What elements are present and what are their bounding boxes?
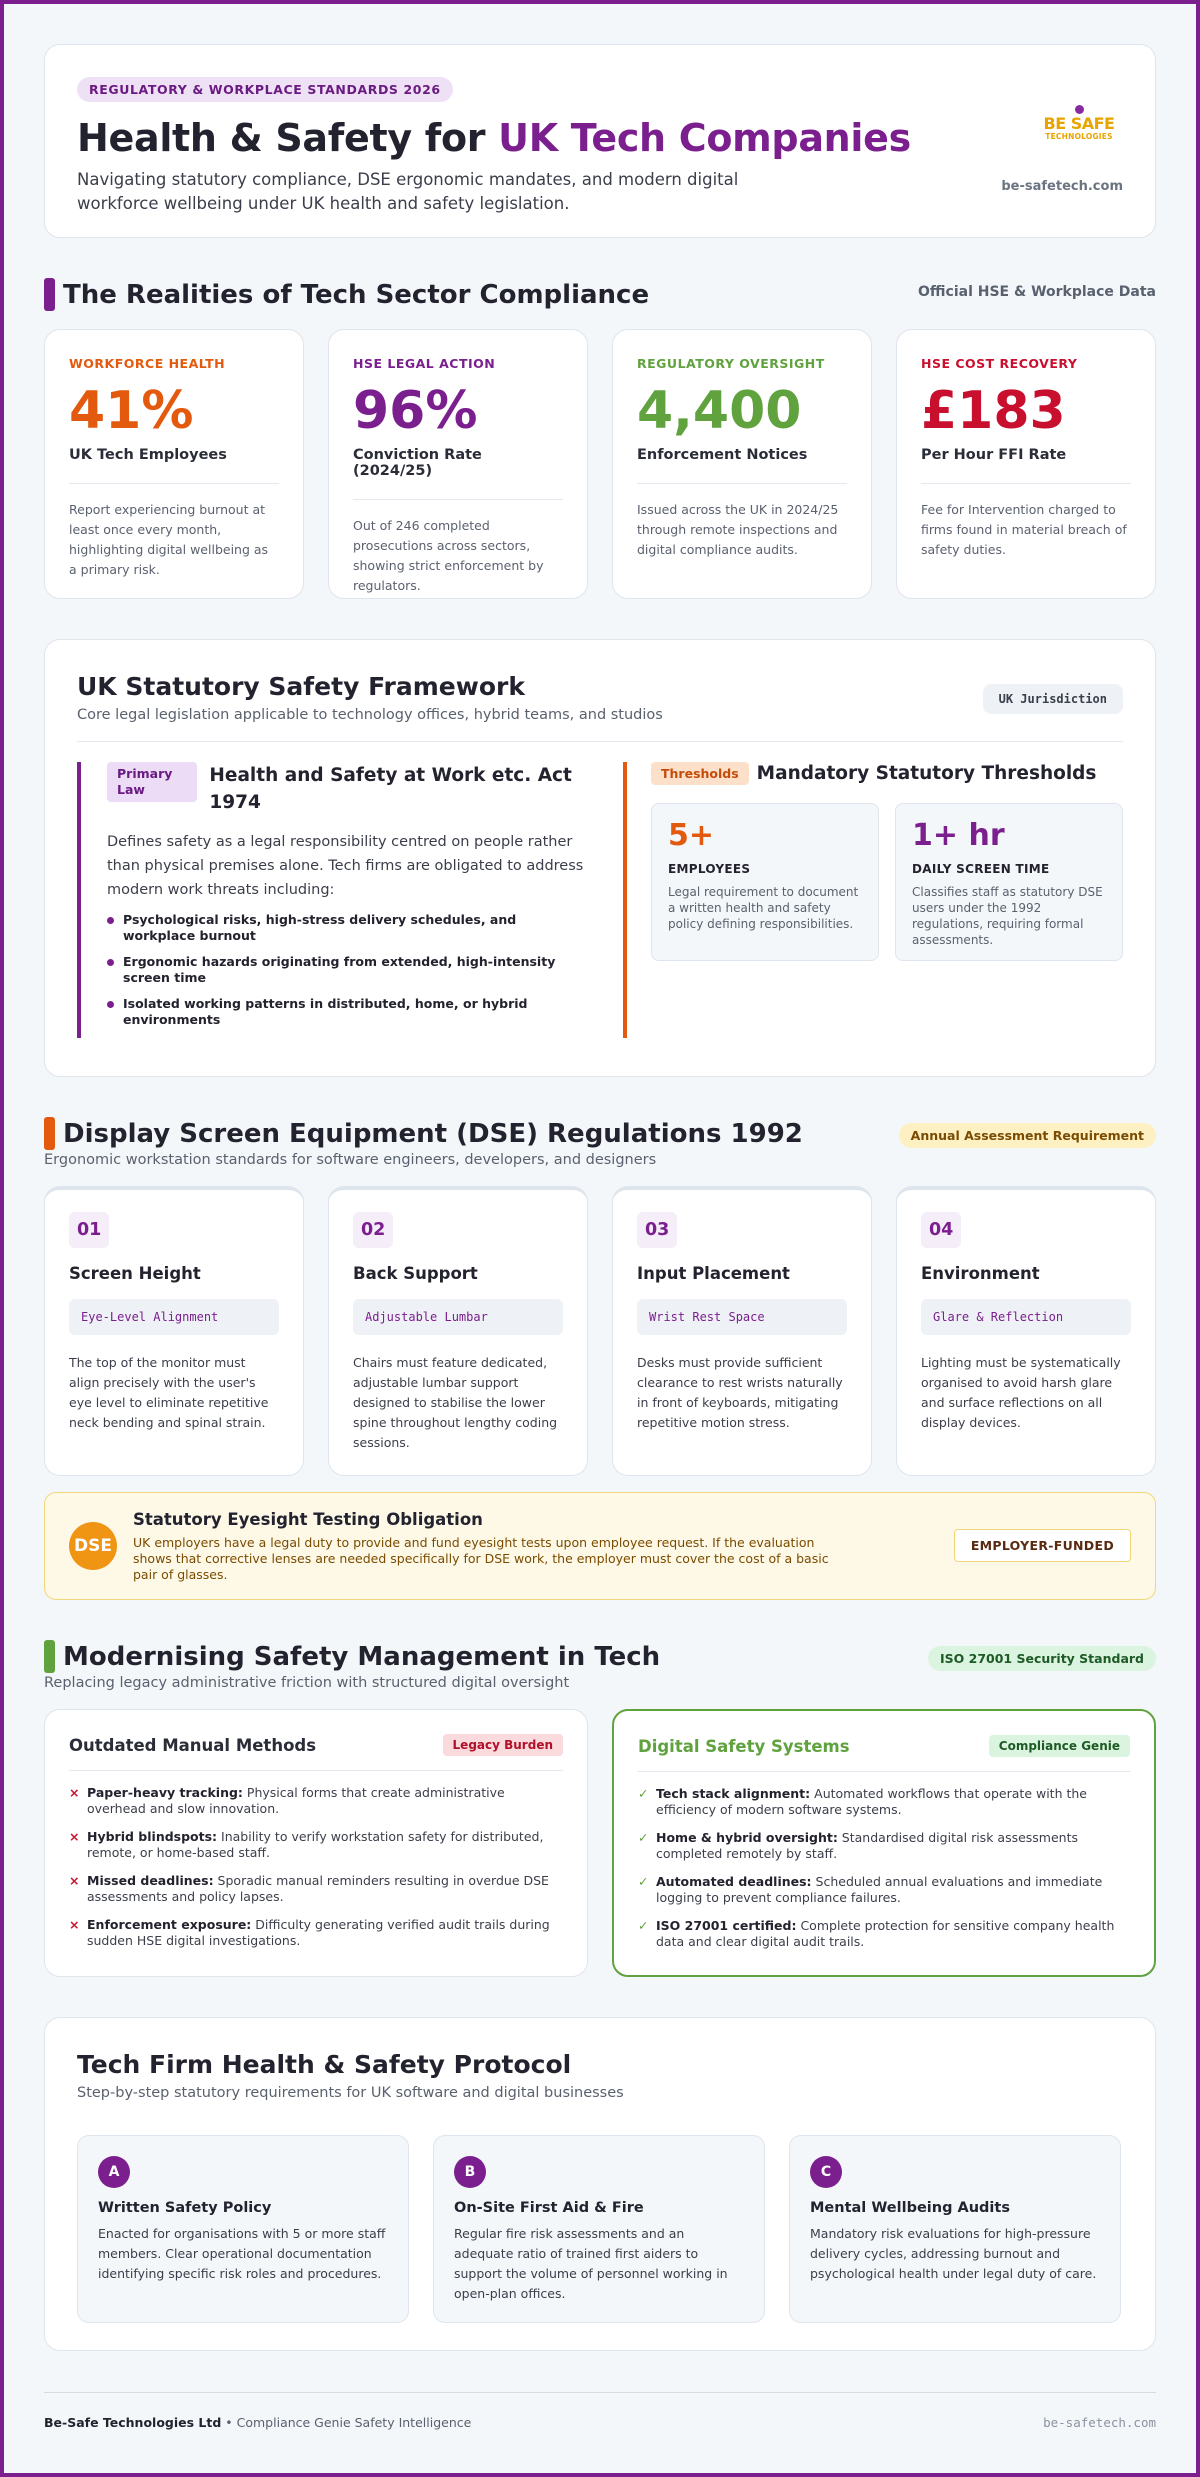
dse-card-title: Screen Height [69,1264,201,1283]
list-item-bold: Home & hybrid oversight: [656,1830,838,1845]
footer-tagline: • Compliance Genie Safety Intelligence [221,2415,472,2430]
logo-text: BE SAFE [1043,114,1115,133]
list-item-text: Difficulty generating verified audit trails during sudden HSE digital investigations. [87,1917,550,1948]
stat-label: Enforcement Notices [637,447,808,463]
dse-title: Display Screen Equipment (DSE) Regulations 1992 [63,1118,803,1149]
outdated-card-header [69,1734,563,1756]
annual-assessment-badge: Annual Assessment Requirement [899,1123,1156,1148]
dse-card-code: Wrist Rest Space [637,1299,847,1335]
dse-card-code: Eye-Level Alignment [69,1299,279,1335]
stat-description: Report experiencing burnout at least once every month, highlighting digital wellbeing as a primary risk. [69,502,269,577]
list-item-bold: ISO 27001 certified: [656,1918,797,1933]
list-item: Ergonomic hazards originating from extended, high-intensity screen time [107,954,589,986]
list-item-bold: Enforcement exposure: [87,1917,252,1932]
dse-header [44,1117,1156,1150]
list-item-bold: Tech stack alignment: [656,1786,811,1801]
protocol-card-title: Mental Wellbeing Audits [810,2200,1010,2216]
stat-label: Conviction Rate (2024/25) [353,447,482,479]
dse-card-number: 04 [921,1212,961,1248]
list-item [638,1874,1130,1906]
law-heading-row [107,762,589,816]
list-item [638,1830,1130,1862]
check-icon: ✓ [638,1830,649,1845]
dse-card-number: 01 [69,1212,109,1248]
stat-description: Out of 246 completed prosecutions across sectors, showing strict enforcement by regulators. [353,518,544,593]
dse-card-code: Adjustable Lumbar [353,1299,563,1335]
compliance-genie-tag: Compliance Genie [989,1735,1130,1757]
thresholds-title: Mandatory Statutory Thresholds [756,763,1097,784]
framework-section [44,639,1156,1077]
page-subtitle: Navigating statutory compliance, DSE ergonomic mandates, and modern digital workforce wellbeing under UK health and safety legislation. [77,170,739,213]
cross-icon: × [69,1917,80,1932]
comparison-columns [44,1709,1156,1977]
list-item-text: Sporadic manual reminders resulting in overdue DSE assessments and policy lapses. [87,1873,549,1904]
dse-section [44,1117,1156,1600]
stat-description: Issued across the UK in 2024/25 through remote inspections and digital compliance audits. [637,502,839,557]
dse-card-title: Environment [921,1264,1040,1283]
stat-category: HSE LEGAL ACTION [353,356,496,371]
divider [69,483,279,484]
threshold-cards [651,803,1123,961]
modernising-section [44,1640,1156,1977]
law-description: Defines safety as a legal responsibility centred on people rather than physical premises alone. Tech firms are obligated to address modern work threats including: [107,834,584,898]
stat-value: 4,400 [637,381,802,441]
list-item-bold: Paper-heavy tracking: [87,1785,243,1800]
protocol-cards [77,2135,1123,2323]
threshold-description: Classifies staff as statutory DSE users under the 1992 regulations, requiring formal assessments. [912,885,1103,947]
realities-section [44,278,1156,599]
list-item-text: Automated workflows that operate with the efficiency of modern software systems. [656,1786,1087,1817]
dse-card [612,1186,872,1476]
stats-row [44,329,1156,599]
list-item [69,1873,563,1905]
list-item [69,1785,563,1817]
page-title-main: Health & Safety for [77,116,499,160]
footer-company-name: Be-Safe Technologies Ltd [44,2415,222,2430]
list-item-text: Inability to verify workstation safety for distributed, remote, or home-based staff. [87,1829,544,1860]
threshold-card [651,803,879,961]
footer-site-link[interactable]: be-safetech.com [1043,2415,1156,2430]
company-logo [1041,105,1117,141]
protocol-card-description: Regular fire risk assessments and an adequate ratio of trained first aiders to support the volume of personnel working in open-plan offices. [454,2226,728,2301]
protocol-card-description: Enacted for organisations with 5 or more staff members. Clear operational documentation identifying specific risk roles and procedures. [98,2226,386,2281]
footer-company [44,2415,471,2430]
stat-value: 96% [353,381,478,441]
stat-label: Per Hour FFI Rate [921,447,1067,463]
threshold-label: DAILY SCREEN TIME [912,862,1050,876]
stat-category: REGULATORY OVERSIGHT [637,356,825,371]
list-item [638,1918,1130,1950]
modernising-title: Modernising Safety Management in Tech [63,1641,661,1672]
protocol-card-title: Written Safety Policy [98,2200,272,2216]
outdated-methods-card [44,1709,588,1977]
thresholds-panel [623,762,1123,1038]
stat-card [612,329,872,599]
protocol-card [433,2135,765,2323]
protocol-subtitle: Step-by-step statutory requirements for UK software and digital businesses [77,2085,624,2101]
jurisdiction-badge: UK Jurisdiction [983,684,1123,714]
modernising-subtitle: Replacing legacy administrative friction with structured digital oversight [44,1675,570,1691]
footer [44,2392,1156,2430]
divider [353,499,563,500]
law-bullet-list [107,912,589,1028]
dse-subtitle: Ergonomic workstation standards for software engineers, developers, and designers [44,1152,657,1168]
divider [77,741,1123,742]
eyesight-description: UK employers have a legal duty to provide and fund eyesight tests upon employee request. If the evaluation shows that corrective lenses are needed specifically for DSE work, the employer must cover the cost of a basic pair of glasses. [133,1534,829,1582]
list-item: Psychological risks, high-stress delivery schedules, and workplace burnout [107,912,589,944]
list-item-text: Complete protection for sensitive company health data and clear digital audit trails. [656,1918,1115,1949]
framework-subtitle: Core legal legislation applicable to technology offices, hybrid teams, and studios [77,707,663,723]
realities-header [44,278,1156,311]
iso-badge: ISO 27001 Security Standard [928,1646,1156,1671]
stat-card [328,329,588,599]
list-item-bold: Hybrid blindspots: [87,1829,218,1844]
thresholds-heading-row [651,762,1123,785]
list-item [69,1917,563,1949]
divider [637,483,847,484]
section-accent-bar [44,1640,55,1673]
primary-law-tag: Primary Law [107,762,197,802]
thresholds-tag: Thresholds [651,762,749,785]
digital-title: Digital Safety Systems [638,1736,850,1756]
protocol-card [789,2135,1121,2323]
protocol-card-description: Mandatory risk evaluations for high-pressure delivery cycles, addressing burnout and psychological health under legal duty of care. [810,2226,1097,2281]
realities-title: The Realities of Tech Sector Compliance [63,279,650,310]
hero-header [44,44,1156,238]
dse-card [44,1186,304,1476]
dse-card-title: Back Support [353,1264,478,1283]
list-item-bold: Missed deadlines: [87,1873,214,1888]
list-item-text: Scheduled annual evaluations and immediate logging to prevent compliance failures. [656,1874,1103,1905]
law-title: Health and Safety at Work etc. Act 1974 [209,765,572,813]
dse-card-code: Glare & Reflection [921,1299,1131,1335]
digital-systems-card [612,1709,1156,1977]
threshold-value: 5+ [668,818,715,853]
employer-funded-button[interactable]: EMPLOYER-FUNDED [954,1529,1131,1562]
dse-icon: DSE [69,1522,117,1570]
dse-card-number: 03 [637,1212,677,1248]
step-letter-badge: C [810,2156,842,2188]
threshold-description: Legal requirement to document a written health and safety policy defining responsibilities. [668,885,859,931]
framework-title: UK Statutory Safety Framework [77,672,525,701]
dse-card-title: Input Placement [637,1264,790,1283]
check-icon: ✓ [638,1786,649,1801]
check-icon: ✓ [638,1918,649,1933]
realities-source-label: Official HSE & Workplace Data [918,284,1156,300]
stat-description: Fee for Intervention charged to firms found in material breach of safety duties. [921,502,1127,557]
section-accent-bar [44,1117,55,1150]
threshold-label: EMPLOYEES [668,862,751,876]
divider [638,1771,1130,1772]
stat-card [896,329,1156,599]
dse-card-number: 02 [353,1212,393,1248]
dse-card-description: Lighting must be systematically organised to avoid harsh glare and surface reflections on all display devices. [921,1355,1121,1430]
threshold-card [895,803,1123,961]
list-item-bold: Automated deadlines: [656,1874,812,1889]
primary-law-panel [77,762,589,1038]
stat-category: WORKFORCE HEALTH [69,356,226,371]
protocol-title: Tech Firm Health & Safety Protocol [77,2050,572,2079]
step-letter-badge: A [98,2156,130,2188]
dse-card [328,1186,588,1476]
stat-value: 41% [69,381,194,441]
list-item [69,1829,563,1861]
cross-icon: × [69,1873,80,1888]
stat-card [44,329,304,599]
list-item [638,1786,1130,1818]
eyesight-title: Statutory Eyesight Testing Obligation [133,1509,483,1529]
modernising-header [44,1640,1156,1673]
page-title [77,116,1123,160]
divider [69,1770,563,1771]
cross-icon: × [69,1785,80,1800]
outdated-title: Outdated Manual Methods [69,1735,317,1755]
protocol-card [77,2135,409,2323]
protocol-card-title: On-Site First Aid & Fire [454,2200,644,2216]
cross-icon: × [69,1829,80,1844]
dse-cards [44,1186,1156,1476]
eyebrow-badge: REGULATORY & WORKPLACE STANDARDS 2026 [77,77,453,102]
dse-card [896,1186,1156,1476]
page-title-accent: UK Tech Companies [498,116,911,160]
eyesight-callout [44,1492,1156,1600]
legacy-burden-tag: Legacy Burden [443,1734,563,1756]
list-item-text: Standardised digital risk assessments completed remotely by staff. [656,1830,1079,1861]
digital-list [638,1786,1130,1950]
dse-card-description: Desks must provide sufficient clearance to rest wrists naturally in front of keyboards, mitigating repetitive motion stress. [637,1355,843,1430]
header-site-link[interactable]: be-safetech.com [1001,179,1123,194]
digital-card-header [638,1735,1130,1757]
outdated-list [69,1785,563,1949]
dse-card-description: Chairs must feature dedicated, adjustable lumbar support designed to stabilise the lower spine throughout lengthy coding sessions. [353,1355,558,1450]
step-letter-badge: B [454,2156,486,2188]
logo-subtext: TECHNOLOGIES [1045,132,1113,141]
framework-columns [77,762,1123,1038]
threshold-value: 1+ hr [912,818,1005,853]
stat-label: UK Tech Employees [69,447,227,463]
protocol-section [44,2017,1156,2351]
stat-category: HSE COST RECOVERY [921,356,1078,371]
section-accent-bar [44,278,55,311]
divider [921,483,1131,484]
stat-value: £183 [921,381,1066,441]
dse-card-description: The top of the monitor must align precisely with the user's eye level to eliminate repetitive neck bending and spinal strain. [69,1355,269,1430]
check-icon: ✓ [638,1874,649,1889]
list-item-text: Physical forms that create administrative overhead and slow innovation. [87,1785,505,1816]
logo-mark-icon [1075,105,1084,114]
list-item: Isolated working patterns in distributed, home, or hybrid environments [107,996,589,1028]
